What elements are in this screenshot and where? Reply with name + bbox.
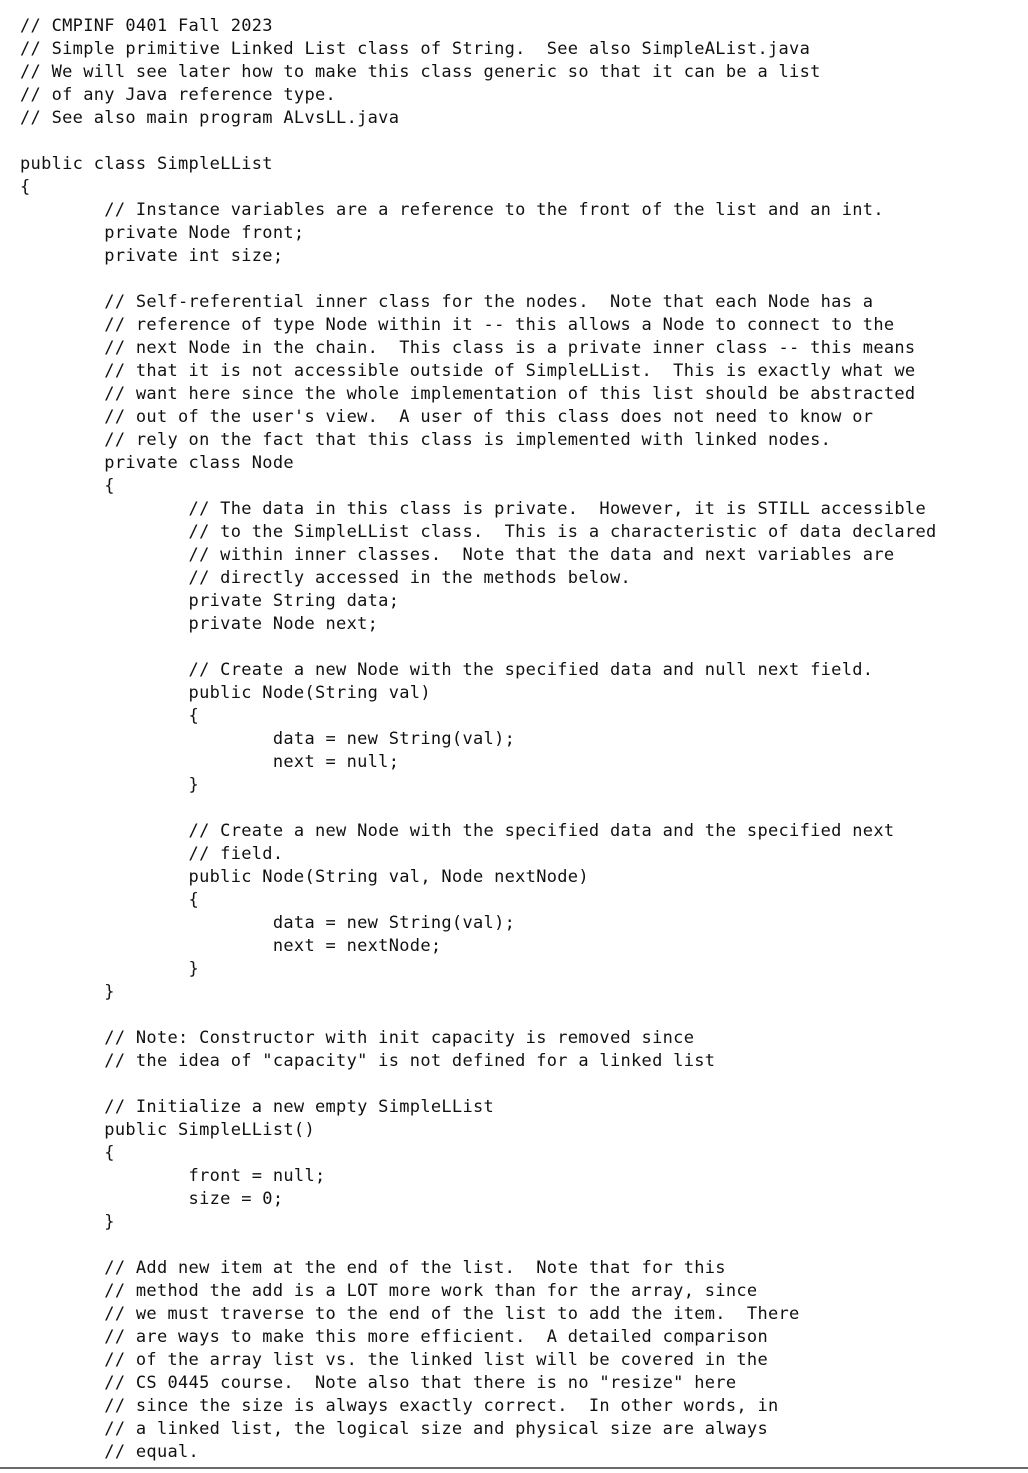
code-line: // field. (20, 844, 284, 864)
code-line: } (20, 959, 200, 979)
code-line: // directly accessed in the methods below. (20, 568, 632, 588)
code-line (20, 1004, 1020, 1027)
code-line: // See also main program ALvsLL.java (20, 108, 400, 128)
code-line: { (20, 177, 31, 197)
code-line (20, 130, 1020, 153)
code-line (20, 268, 1020, 291)
code-line: public Node(String val) (20, 683, 431, 703)
code-line: // We will see later how to make this class generic so that it can be a list (20, 62, 821, 82)
code-line: // method the add is a LOT more work than for the array, since (20, 1281, 758, 1301)
code-line: public class SimpleLList (20, 154, 273, 174)
code-line: private Node next; (20, 614, 379, 634)
code-line: // The data in this class is private. However, it is STILL accessible (20, 499, 926, 519)
code-line: } (20, 1212, 115, 1232)
code-line: // that it is not accessible outside of SimpleLList. This is exactly what we (20, 361, 916, 381)
code-line: // within inner classes. Note that the data and next variables are (20, 545, 895, 565)
code-line: data = new String(val); (20, 729, 516, 749)
code-line: } (20, 982, 115, 1002)
code-line: // to the SimpleLList class. This is a characteristic of data declared (20, 522, 937, 542)
code-line: private String data; (20, 591, 400, 611)
code-line: // Create a new Node with the specified data and the specified next (20, 821, 895, 841)
code-line: private class Node (20, 453, 294, 473)
code-line: // Self-referential inner class for the nodes. Note that each Node has a (20, 292, 874, 312)
code-line: // rely on the fact that this class is implemented with linked nodes. (20, 430, 832, 450)
code-line (20, 1234, 1020, 1257)
java-source-code (20, 15, 1020, 1464)
code-line: private Node front; (20, 223, 305, 243)
code-line (20, 797, 1020, 820)
code-line: // of any Java reference type. (20, 85, 337, 105)
code-line: // want here since the whole implementation of this list should be abstracted (20, 384, 916, 404)
code-line: // Create a new Node with the specified data and null next field. (20, 660, 874, 680)
code-line: { (20, 890, 200, 910)
code-line (20, 636, 1020, 659)
code-line: // equal. (20, 1442, 200, 1462)
code-line: // reference of type Node within it -- this allows a Node to connect to the (20, 315, 895, 335)
code-line: // Instance variables are a reference to the front of the list and an int. (20, 200, 884, 220)
code-line: front = null; (20, 1166, 326, 1186)
code-line: // are ways to make this more efficient. A detailed comparison (20, 1327, 768, 1347)
code-line: // CMPINF 0401 Fall 2023 (20, 16, 273, 36)
code-line: { (20, 476, 115, 496)
code-line: private int size; (20, 246, 284, 266)
code-line: // next Node in the chain. This class is a private inner class -- this means (20, 338, 916, 358)
code-line: next = null; (20, 752, 400, 772)
code-line: { (20, 1143, 115, 1163)
code-line: next = nextNode; (20, 936, 442, 956)
code-line: // CS 0445 course. Note also that there is no "resize" here (20, 1373, 737, 1393)
code-line: // the idea of "capacity" is not defined for a linked list (20, 1051, 716, 1071)
code-line: // we must traverse to the end of the list to add the item. There (20, 1304, 800, 1324)
code-line: // of the array list vs. the linked list will be covered in the (20, 1350, 768, 1370)
code-line: size = 0; (20, 1189, 284, 1209)
code-line: { (20, 706, 200, 726)
code-line: data = new String(val); (20, 913, 516, 933)
code-line: } (20, 775, 200, 795)
code-line: // since the size is always exactly correct. In other words, in (20, 1396, 779, 1416)
code-line: public Node(String val, Node nextNode) (20, 867, 589, 887)
code-line: // Simple primitive Linked List class of String. See also SimpleAList.java (20, 39, 811, 59)
code-line: // Initialize a new empty SimpleLList (20, 1097, 495, 1117)
code-line: // a linked list, the logical size and physical size are always (20, 1419, 768, 1439)
code-line (20, 1073, 1020, 1096)
code-line: // Add new item at the end of the list. Note that for this (20, 1258, 726, 1278)
code-line: // out of the user's view. A user of this class does not need to know or (20, 407, 874, 427)
code-line: public SimpleLList() (20, 1120, 315, 1140)
code-line: // Note: Constructor with init capacity is removed since (20, 1028, 695, 1048)
